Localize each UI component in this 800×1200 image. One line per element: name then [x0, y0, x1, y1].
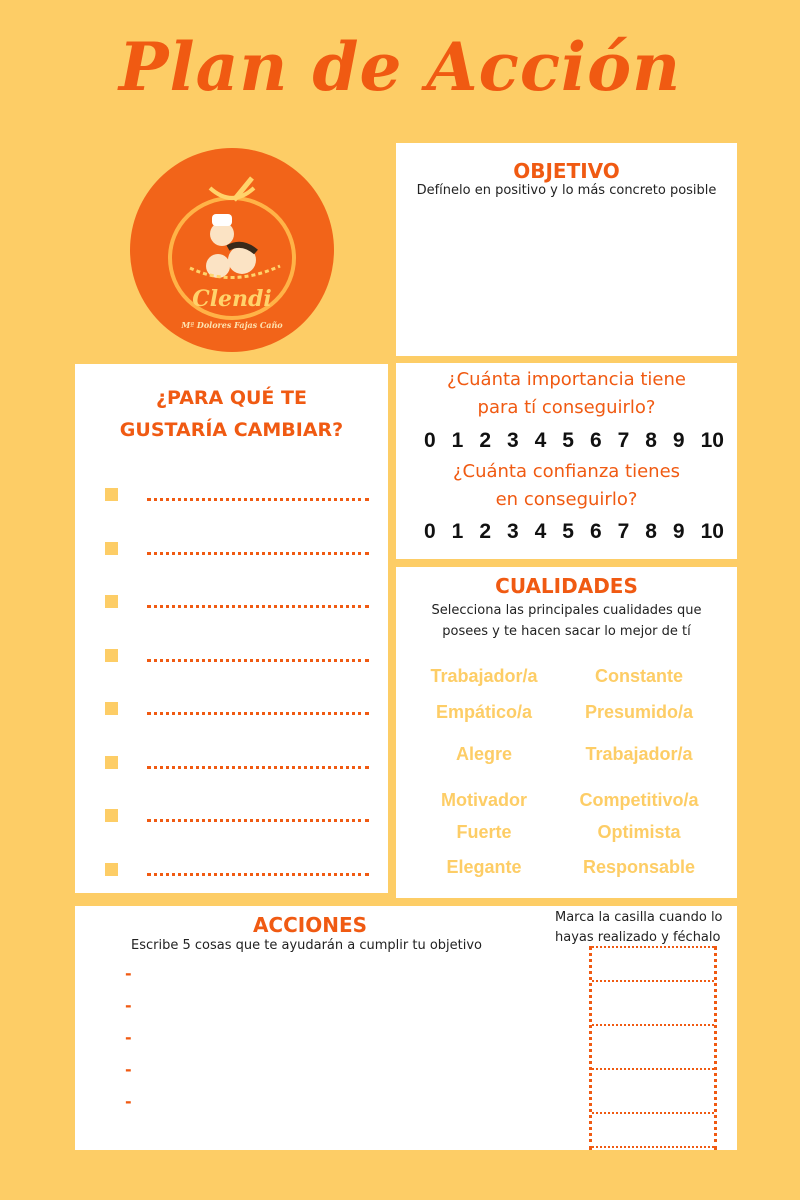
- qualities-panel: [396, 567, 737, 898]
- quality-option[interactable]: Trabajador/a: [430, 666, 538, 686]
- quality-option[interactable]: Optimista: [597, 822, 681, 842]
- importance-scale: [424, 429, 724, 453]
- action-dash: -: [125, 1060, 132, 1079]
- scale-number[interactable]: 7: [617, 520, 630, 543]
- checkbox-divider: [592, 1112, 714, 1114]
- scale-number[interactable]: 2: [479, 429, 491, 452]
- importance-question: [396, 366, 737, 422]
- scale-number[interactable]: 5: [562, 520, 574, 543]
- scale-number[interactable]: 2: [479, 520, 491, 543]
- checkbox-divider: [592, 1146, 714, 1148]
- action-dash: -: [125, 964, 132, 983]
- motivation-title-line1: ¿PARA QUÉ TE: [156, 387, 307, 409]
- scale-number[interactable]: 6: [589, 520, 602, 543]
- importance-question-line2: para tí conseguirlo?: [477, 397, 656, 418]
- qualities-subtitle: [396, 600, 737, 642]
- scale-number[interactable]: 9: [672, 429, 685, 452]
- motivation-line[interactable]: [105, 756, 375, 770]
- motivation-line[interactable]: [105, 488, 375, 502]
- action-dash: -: [125, 1092, 132, 1111]
- qualities-subtitle-line2: posees y te hacen sacar lo mejor de tí: [442, 624, 691, 639]
- checkbox-note-line2: hayas realizado y féchalo: [555, 930, 721, 945]
- motivation-line[interactable]: [105, 809, 375, 823]
- action-dash: -: [125, 1028, 132, 1047]
- quality-option[interactable]: Competitivo/a: [579, 790, 699, 810]
- scale-number[interactable]: 1: [451, 429, 464, 452]
- confidence-question: [396, 458, 737, 514]
- bullet-square-icon: [105, 595, 118, 608]
- checkbox-divider: [592, 1024, 714, 1026]
- quality-option[interactable]: Elegante: [446, 857, 522, 877]
- quality-option[interactable]: Motivador: [440, 790, 527, 810]
- objetivo-panel: [396, 143, 737, 356]
- bullet-square-icon: [105, 863, 118, 876]
- scale-number[interactable]: 8: [645, 520, 657, 543]
- checkbox-note-line1: Marca la casilla cuando lo: [555, 910, 723, 925]
- scale-number[interactable]: 4: [534, 520, 547, 543]
- objetivo-title: OBJETIVO: [513, 159, 620, 183]
- dotted-answer-line: [147, 552, 369, 555]
- checkbox-divider: [592, 946, 714, 948]
- logo-subtitle: Mª Dolores Fajas Caño: [181, 320, 283, 330]
- checkbox-divider: [592, 980, 714, 982]
- quality-option[interactable]: Trabajador/a: [585, 744, 693, 764]
- scale-number[interactable]: 0: [424, 429, 436, 452]
- rating-panel: [396, 363, 737, 559]
- action-dash: -: [125, 996, 132, 1015]
- motivation-line[interactable]: [105, 542, 375, 556]
- motivation-title: [95, 382, 368, 446]
- motivation-line[interactable]: [105, 863, 375, 877]
- scale-number[interactable]: 10: [700, 520, 724, 543]
- quality-option[interactable]: Responsable: [582, 857, 696, 877]
- bullet-square-icon: [105, 809, 118, 822]
- objetivo-subtitle: Defínelo en positivo y lo más concreto posible: [416, 183, 717, 198]
- bullet-square-icon: [105, 702, 118, 715]
- scale-number[interactable]: 3: [506, 429, 519, 452]
- scale-number[interactable]: 3: [506, 520, 519, 543]
- scale-number[interactable]: 6: [589, 429, 602, 452]
- scale-number[interactable]: 8: [645, 429, 657, 452]
- checkbox-column[interactable]: [589, 946, 717, 1150]
- dotted-answer-line: [147, 659, 369, 662]
- motivation-line[interactable]: [105, 649, 375, 663]
- quality-option[interactable]: Constante: [594, 666, 683, 686]
- scale-number[interactable]: 1: [451, 520, 464, 543]
- bullet-square-icon: [105, 756, 118, 769]
- quality-option[interactable]: Empático/a: [435, 702, 533, 722]
- scale-number[interactable]: 9: [672, 520, 685, 543]
- quality-option[interactable]: Fuerte: [456, 822, 512, 842]
- bullet-square-icon: [105, 488, 118, 501]
- actions-title: ACCIONES: [252, 913, 368, 937]
- motivation-line[interactable]: [105, 595, 375, 609]
- confidence-question-line1: ¿Cuánta confianza tienes: [452, 461, 681, 482]
- actions-panel: [75, 906, 737, 1150]
- qualities-subtitle-line1: Selecciona las principales cualidades que: [431, 603, 702, 618]
- actions-subtitle: Escribe 5 cosas que te ayudarán a cumplir tu objetivo: [131, 938, 483, 953]
- bullet-square-icon: [105, 649, 118, 662]
- dotted-answer-line: [147, 712, 369, 715]
- dotted-answer-line: [147, 498, 369, 501]
- scale-number[interactable]: 0: [424, 520, 436, 543]
- dotted-answer-line: [147, 873, 369, 876]
- checkbox-note: [555, 908, 740, 948]
- motivation-line[interactable]: [105, 702, 375, 716]
- motivation-title-line2: GUSTARÍA CAMBIAR?: [119, 419, 344, 441]
- dotted-answer-line: [147, 766, 369, 769]
- checkbox-divider: [592, 1068, 714, 1070]
- scale-number[interactable]: 10: [700, 429, 724, 452]
- scale-number[interactable]: 4: [534, 429, 547, 452]
- logo-brand: Clendi: [192, 286, 272, 312]
- dotted-answer-line: [147, 605, 369, 608]
- qualities-title: CUALIDADES: [495, 574, 638, 598]
- quality-option[interactable]: Presumido/a: [584, 702, 694, 722]
- scale-number[interactable]: 5: [562, 429, 574, 452]
- bullet-square-icon: [105, 542, 118, 555]
- confidence-scale: [424, 520, 724, 544]
- scale-number[interactable]: 7: [617, 429, 630, 452]
- quality-option[interactable]: Alegre: [455, 744, 513, 764]
- importance-question-line1: ¿Cuánta importancia tiene: [447, 369, 686, 390]
- dotted-answer-line: [147, 819, 369, 822]
- page-title: Plan de Acción: [118, 28, 682, 106]
- motivation-panel: [75, 364, 388, 893]
- confidence-question-line2: en conseguirlo?: [495, 489, 638, 510]
- clinic-logo: [130, 148, 334, 352]
